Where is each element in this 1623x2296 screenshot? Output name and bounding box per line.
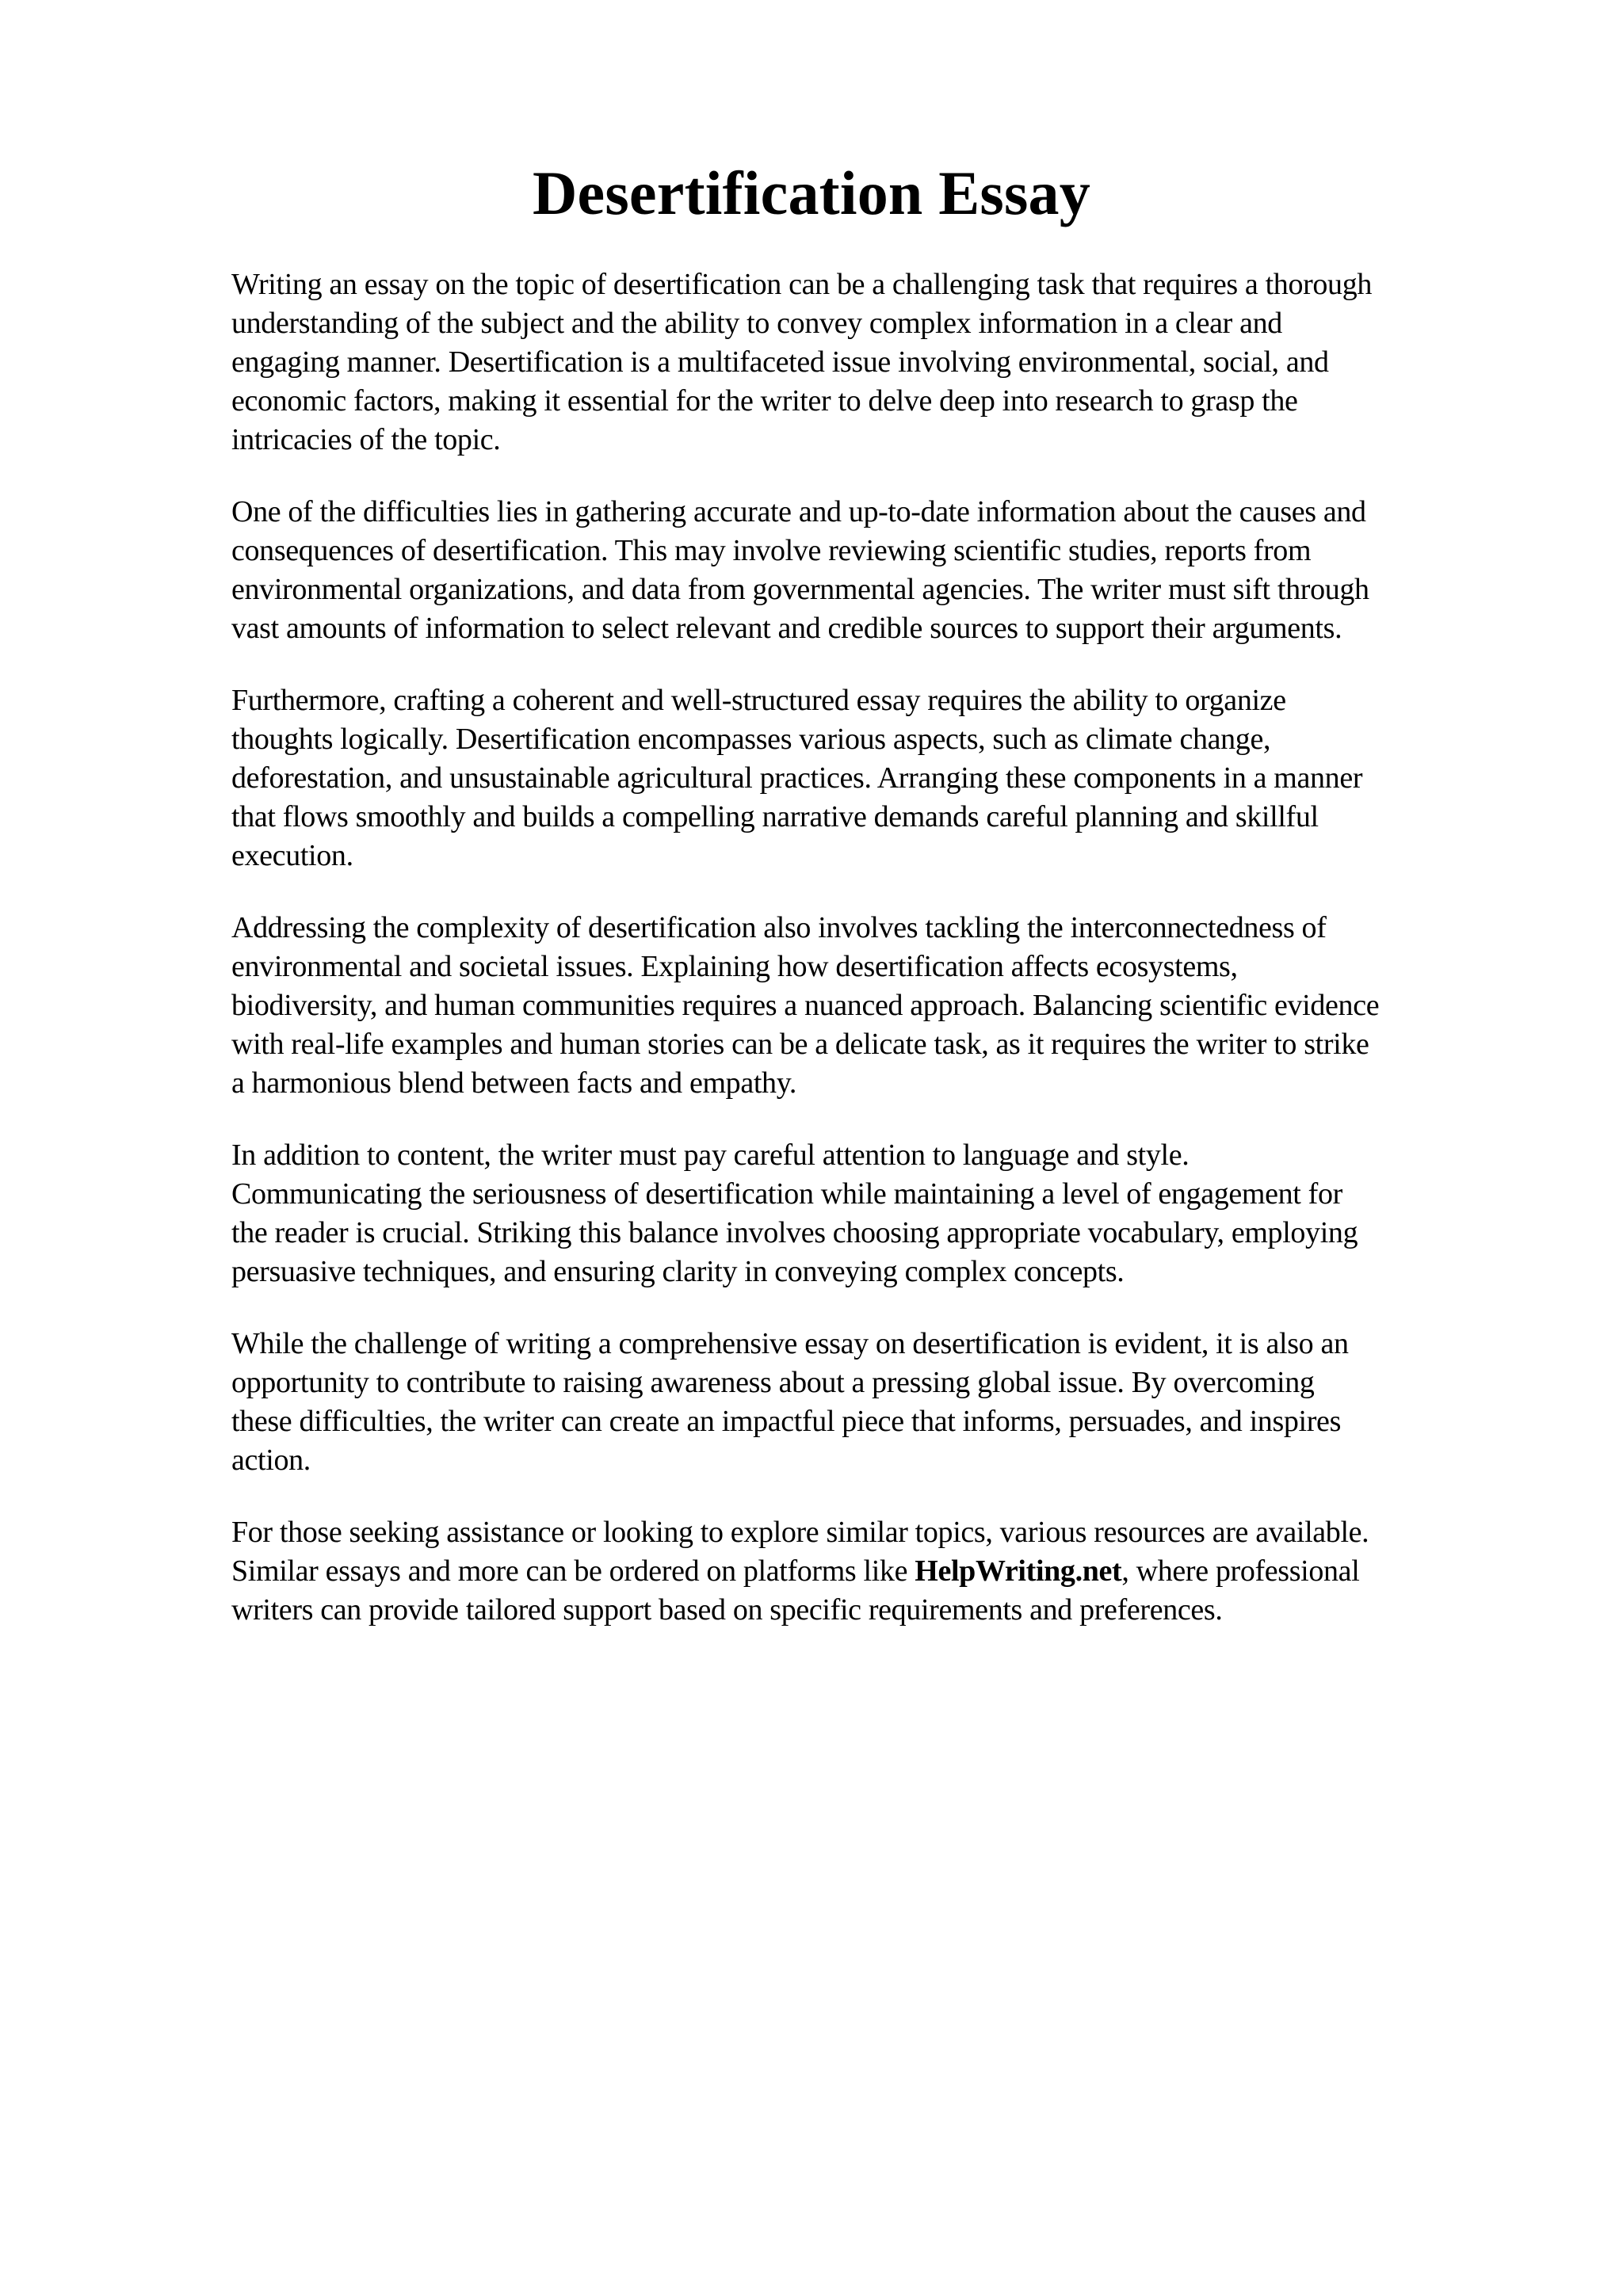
text-line: with real-life examples and human stories can be a delicate task, as it requires the writer to strike [231, 1028, 1369, 1061]
text-line: these difficulties, the writer can create an impactful piece that informs, persuades, and inspires [231, 1405, 1342, 1438]
text-line: engaging manner. Desertification is a multifaceted issue involving environmental, social, and [231, 345, 1329, 379]
text-line: biodiversity, and human communities requires a nuanced approach. Balancing scientific evidence [231, 989, 1380, 1022]
paragraph-1 [231, 265, 1531, 460]
text-line: a harmonious blend between facts and empathy. [231, 1066, 797, 1100]
text-line: understanding of the subject and the ability to convey complex information in a clear and [231, 307, 1282, 340]
text-line: that flows smoothly and builds a compelling narrative demands careful planning and skillful [231, 800, 1319, 833]
text-line: Furthermore, crafting a coherent and well-structured essay requires the ability to organize [231, 684, 1286, 717]
paragraph-3 [231, 681, 1531, 875]
text-line [231, 1552, 1531, 1591]
text-line: persuasive techniques, and ensuring clarity in conveying complex concepts. [231, 1255, 1125, 1288]
text-line: environmental organizations, and data from governmental agencies. The writer must sift through [231, 573, 1369, 606]
text-line: intricacies of the topic. [231, 423, 501, 456]
paragraph-6 [231, 1325, 1531, 1480]
text-line: deforestation, and unsustainable agricultural practices. Arranging these components in a manner [231, 761, 1363, 795]
text-line: Addressing the complexity of desertification also involves tackling the interconnectedness of [231, 911, 1327, 944]
text-line: thoughts logically. Desertification encompasses various aspects, such as climate change, [231, 723, 1271, 756]
text-line: economic factors, making it essential for the writer to delve deep into research to grasp the [231, 384, 1298, 418]
text-line: writers can provide tailored support based on specific requirements and preferences. [231, 1593, 1223, 1627]
text-line: One of the difficulties lies in gathering accurate and up-to-date information about the causes and [231, 495, 1366, 528]
paragraph-2 [231, 493, 1531, 648]
paragraph-4 [231, 909, 1531, 1103]
helpwriting-link[interactable]: HelpWriting.net [915, 1554, 1122, 1588]
closing-paragraph [231, 1513, 1531, 1630]
text-line: opportunity to contribute to raising awareness about a pressing global issue. By overcoming [231, 1366, 1315, 1399]
text-line: the reader is crucial. Striking this balance involves choosing appropriate vocabulary, employing [231, 1216, 1358, 1249]
paragraph-5 [231, 1136, 1531, 1291]
text-segment: Similar essays and more can be ordered on platforms like [231, 1554, 915, 1588]
text-line: Writing an essay on the topic of desertification can be a challenging task that requires a thorough [231, 268, 1373, 301]
text-line: vast amounts of information to select relevant and credible sources to support their arguments. [231, 612, 1342, 645]
text-line: While the challenge of writing a comprehensive essay on desertification is evident, it is also an [231, 1327, 1349, 1360]
text-line: action. [231, 1444, 311, 1477]
text-line: Communicating the seriousness of desertification while maintaining a level of engagement for [231, 1177, 1342, 1211]
text-line: In addition to content, the writer must pay careful attention to language and style. [231, 1138, 1190, 1172]
text-segment: , where professional [1121, 1554, 1360, 1588]
page-title: Desertification Essay [533, 158, 1090, 227]
essay-body [231, 265, 1531, 1663]
text-line: For those seeking assistance or looking to explore similar topics, various resources are available. [231, 1516, 1369, 1549]
text-line: environmental and societal issues. Explaining how desertification affects ecosystems, [231, 950, 1238, 983]
text-line: execution. [231, 839, 353, 872]
text-line: consequences of desertification. This may involve reviewing scientific studies, reports from [231, 534, 1312, 567]
